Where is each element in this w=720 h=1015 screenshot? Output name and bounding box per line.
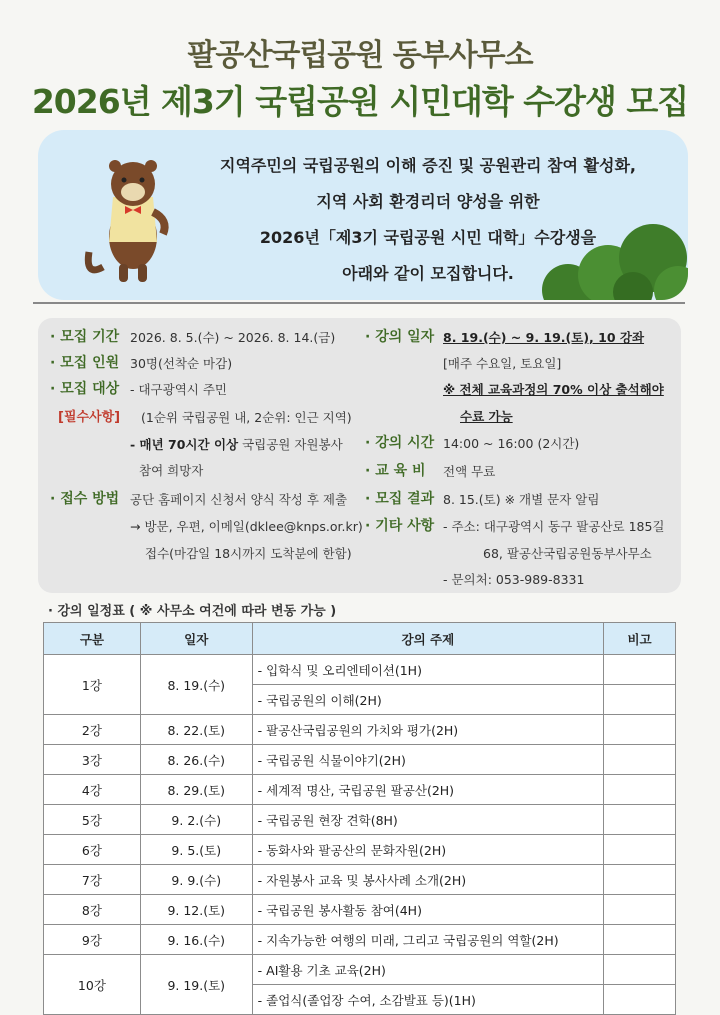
session-note [604,775,676,805]
fee-value: 전액 무료 [443,464,496,479]
table-row [44,715,676,745]
session-topic: - AI활용 기초 교육(2H) [252,955,603,985]
session-topic: - 국립공원의 이해(2H) [252,685,603,715]
table-row [44,835,676,865]
session-topic: - 세계적 명산, 국립공원 팔공산(2H) [252,775,603,805]
session-no: 10강 [44,955,141,1015]
session-topic: - 자원봉사 교육 및 봉사사례 소개(2H) [252,865,603,895]
page-title-recruitment: 2026년 제3기 국립공원 시민대학 수강생 모집 [31,82,689,121]
count-label: · 모집 인원 [50,355,120,371]
session-date: 9. 19.(토) [140,955,252,1015]
address-value-cont: 68, 팔공산국립공원동부사무소 [483,546,652,561]
session-date: 8. 29.(토) [140,775,252,805]
time-value: 14:00 ~ 16:00 (2시간) [443,436,580,451]
required-label: [필수사항] [58,410,121,425]
address-value: - 주소: 대구광역시 동구 팔공산로 185길 [443,519,665,534]
session-note [604,985,676,1015]
session-no: 8강 [44,895,141,925]
intro-banner [38,130,688,300]
result-value: 8. 15.(토) ※ 개별 문자 알림 [443,492,600,507]
session-note [604,925,676,955]
period-value: 2026. 8. 5.(수) ~ 2026. 8. 14.(금) [130,330,336,345]
weasel-mascot-icon [83,142,183,292]
session-date: 9. 16.(수) [140,925,252,955]
session-date: 8. 19.(수) [140,655,252,715]
lecture-date-label: · 강의 일자 [365,329,435,345]
schedule-header-row [44,623,676,655]
intro-text: 지역주민의 국립공원의 이해 증진 및 공원관리 참여 활성화, 지역 사회 환경리더 양성을 위한 2026년「제3기 국립공원 시민 대학」수강생을 아래와 같이 모집합니다. [219,156,636,283]
count-value: 30명(선착순 마감) [130,356,233,371]
session-topic: - 입학식 및 오리엔테이션(1H) [252,655,603,685]
session-date: 9. 12.(토) [140,895,252,925]
header-topic: 강의 주제 [252,623,603,655]
apply-channels: → 방문, 우편, 이메일(dklee@knps.or.kr) [130,519,363,534]
session-topic: - 국립공원 봉사활동 참여(4H) [252,895,603,925]
session-topic: - 국립공원 현장 견학(8H) [252,805,603,835]
attendance-note-cont: 수료 가능 [460,409,513,424]
etc-label: · 기타 사항 [365,518,435,534]
target-label: · 모집 대상 [50,381,120,397]
page-title-office: 팔공산국립공원 동부사무소 [187,38,533,73]
session-no: 5강 [44,805,141,835]
apply-label: · 접수 방법 [50,491,120,507]
table-row [44,775,676,805]
session-date: 8. 26.(수) [140,745,252,775]
session-note [604,715,676,745]
table-row [44,925,676,955]
table-row [44,655,676,685]
session-note [604,655,676,685]
session-no: 2강 [44,715,141,745]
table-row [44,865,676,895]
target-value: - 대구광역시 주민 [130,382,227,397]
session-date: 9. 2.(수) [140,805,252,835]
header-session: 구분 [44,623,141,655]
session-note [604,745,676,775]
session-note [604,805,676,835]
apply-deadline: 접수(마감일 18시까지 도착분에 한함) [145,546,352,561]
session-note [604,955,676,985]
session-note [604,865,676,895]
result-label: · 모집 결과 [365,491,435,507]
session-no: 1강 [44,655,141,715]
contact-value: - 문의처: 053-989-8331 [443,572,585,587]
session-topic: - 팔공산국립공원의 가치와 평가(2H) [252,715,603,745]
session-note [604,685,676,715]
time-label: · 강의 시간 [365,435,435,451]
table-row [44,745,676,775]
lecture-date-value: 8. 19.(수) ~ 9. 19.(토), 10 강좌 [443,330,645,345]
session-topic: - 졸업식(졸업장 수여, 소감발표 등)(1H) [252,985,603,1015]
session-topic: - 지속가능한 여행의 미래, 그리고 국립공원의 역할(2H) [252,925,603,955]
attendance-note: ※ 전체 교육과정의 70% 이상 출석해야 [443,382,664,397]
session-date: 9. 9.(수) [140,865,252,895]
session-no: 9강 [44,925,141,955]
session-no: 4강 [44,775,141,805]
session-date: 9. 5.(토) [140,835,252,865]
session-topic: - 동화사와 팔공산의 문화자원(2H) [252,835,603,865]
table-row [44,805,676,835]
divider [33,302,685,304]
required-value: (1순위 국립공원 내, 2순위: 인근 지역) [141,410,352,425]
session-no: 7강 [44,865,141,895]
table-row [44,895,676,925]
fee-label: · 교 육 비 [365,463,426,479]
header-note: 비고 [604,623,676,655]
header-date: 일자 [140,623,252,655]
apply-value: 공단 홈페이지 신청서 양식 작성 후 제출 [130,492,348,507]
table-row [44,955,676,985]
period-label: · 모집 기간 [50,329,120,345]
session-no: 6강 [44,835,141,865]
volunteer-requirement: - 매년 70시간 이상 국립공원 자원봉사 [130,437,343,452]
lecture-date-sub: [매주 수요일, 토요일] [443,356,562,371]
session-no: 3강 [44,745,141,775]
schedule-table [43,622,676,1015]
schedule-title: · 강의 일정표 ( ※ 사무소 여건에 따라 변동 가능 ) [48,604,337,619]
recruitment-info-box [38,318,681,593]
session-note [604,835,676,865]
session-note [604,895,676,925]
session-topic: - 국립공원 식물이야기(2H) [252,745,603,775]
session-date: 8. 22.(토) [140,715,252,745]
volunteer-requirement-cont: 참여 희망자 [139,463,204,478]
